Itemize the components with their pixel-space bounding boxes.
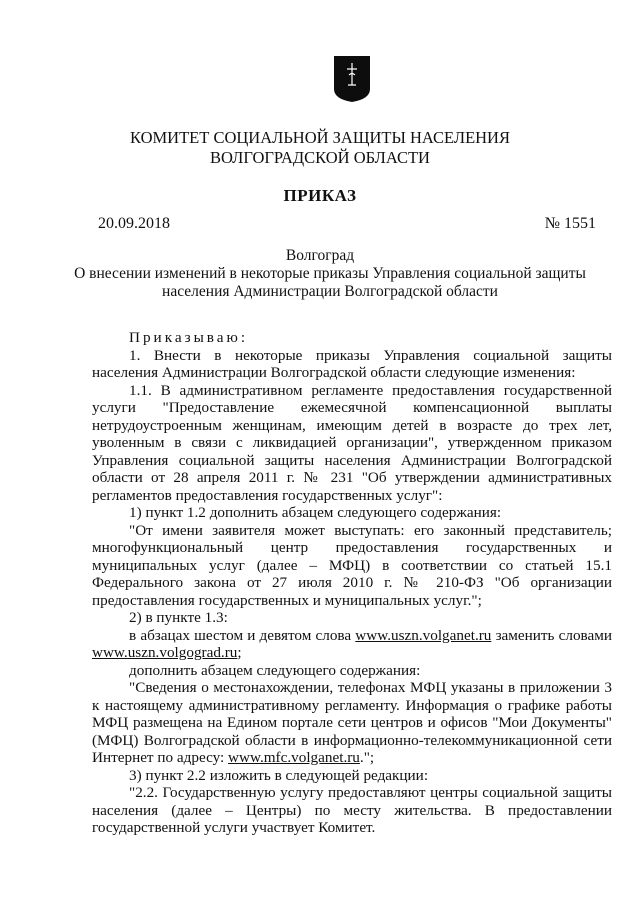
paragraph-item-3: 3) пункт 2.2 изложить в следующей редакции: [129,766,429,784]
order-keyword: Приказываю: [129,329,249,346]
mfc-url-link[interactable]: www.mfc.volganet.ru [228,749,360,766]
document-subject: О внесении изменений в некоторые приказы Управления социальной защиты населения Администрации Волгоградской области [74,265,586,300]
new-url-link[interactable]: www.uszn.volgograd.ru [92,644,238,661]
old-url-link[interactable]: www.uszn.volganet.ru [355,626,492,644]
document-type-title: ПРИКАЗ [283,186,357,205]
quote-2-end: ."; [359,749,375,766]
organization-name-line2: ВОЛГОГРАДСКОЙ ОБЛАСТИ [210,148,430,167]
replace-text-pre: в абзацах шестом и девятом слова [129,626,352,644]
paragraph-quote-1: "От имени заявителя может выступать: его законный представитель; многофункциональный центр предоставления государственных и муниципальных услуг (далее – МФЦ) в соответствии со статьей 15.1 Федерального закона от 27 июля 2010 г. № 210-ФЗ "Об организации предоставления государственных и муниципальных услуг."; [92,521,612,609]
paragraph-replace-urls [92,627,612,662]
document-body [92,329,612,837]
document-date: 20.09.2018 [98,215,170,232]
paragraph-quote-2 [92,679,612,767]
paragraph-item-1: 1) пункт 1.2 дополнить абзацем следующего содержания: [129,504,502,521]
coat-of-arms-icon [333,55,371,103]
replace-text-end: ; [237,644,242,661]
paragraph-quote-3: "2.2. Государственную услугу предоставляют центры социальной защиты населения (далее – Центры) по месту жительства. В предоставлении государственной услуги участвует Комитет. [92,784,612,836]
document-number: № 1551 [544,215,596,232]
organization-name-line1: КОМИТЕТ СОЦИАЛЬНОЙ ЗАЩИТЫ НАСЕЛЕНИЯ [130,128,510,147]
paragraph-item-2: 2) в пункте 1.3: [129,609,228,626]
quote-2-text: "Сведения о местонахождении, телефонах МФЦ указаны в приложении 3 к настоящему административному регламенту. Информация о графике работы МФЦ размещена на Едином портале сети центров и офисов "Мои Документы" (МФЦ) Волгоградской области в информационно-телекоммуникационной сети Интернет по адресу: [92,679,612,766]
replace-text-mid: заменить словами [495,626,613,644]
paragraph-1-1: 1.1. В административном регламенте предоставления государственной услуги "Предоставление ежемесячной компенсационной выплаты нетрудоустроенным женщинам, имеющим детей в возрасте до трех лет, уволенным в связи с ликвидацией организации", утвержденном приказом Управления социальной защиты населения Администрации Волгоградской области от 28 апреля 2011 г. № 231 "Об утверждении административных регламентов предоставления государственных услуг": [92,381,612,504]
paragraph-1: 1. Внести в некоторые приказы Управления социальной защиты населения Администрации Волгоградской области следующие изменения: [92,346,612,381]
document-city: Волгоград [285,247,355,264]
paragraph-add-abzats: дополнить абзацем следующего содержания: [129,661,421,679]
